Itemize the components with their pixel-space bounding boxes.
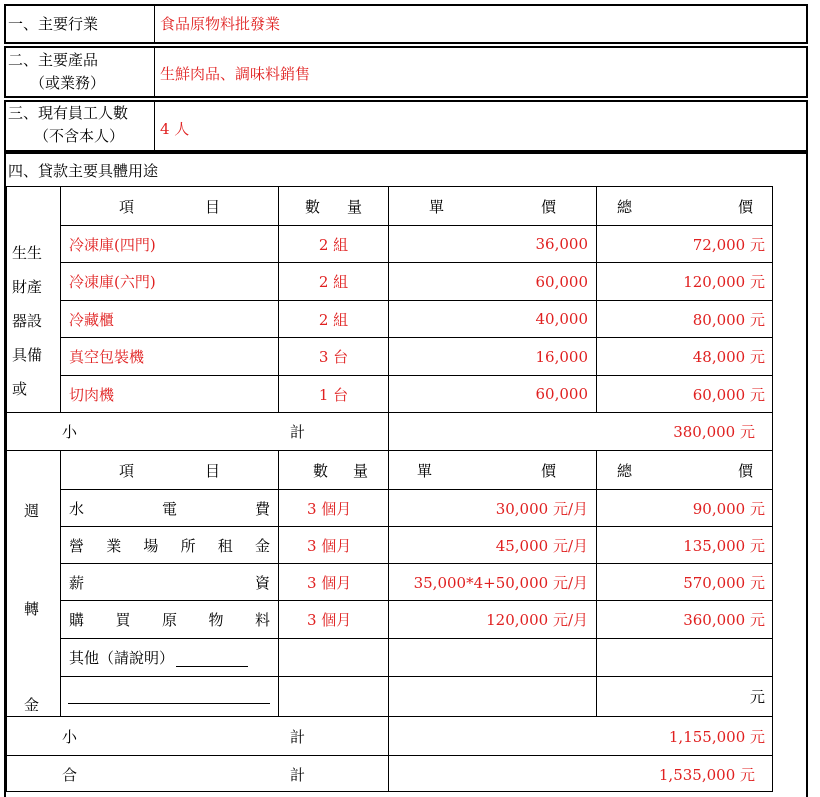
staff-value: 4 人 — [160, 120, 190, 138]
equipment-subtotal-right: 計 — [290, 423, 306, 441]
equipment-unit-price: 60,000 — [535, 272, 588, 291]
equipment-total: 120,000 元 — [683, 273, 765, 291]
capital-subtotal-right: 計 — [290, 727, 306, 746]
equipment-unit-price: 40,000 — [535, 310, 588, 328]
equipment-total: 72,000 元 — [692, 235, 765, 254]
header-item: 項 目 — [119, 197, 220, 216]
capital-item-name: 營 業 場 所 租 金 — [69, 536, 270, 555]
equipment-subtotal-left: 小 — [62, 423, 78, 441]
equipment-side-label: 生生 財產 器設 具備 或 — [12, 244, 43, 398]
capital-qty: 3 個月 — [307, 536, 352, 555]
equipment-qty: 2 組 — [318, 235, 349, 254]
capital-qty: 3 個月 — [307, 573, 352, 592]
equipment-unit-price: 16,000 — [535, 347, 588, 366]
other-blank-line[interactable] — [176, 648, 248, 667]
header-total-price: 總 價 — [617, 461, 753, 480]
row-product — [4, 46, 808, 98]
equipment-name: 冷凍庫(六門) — [69, 273, 156, 291]
other-blank-line-2[interactable] — [68, 703, 270, 704]
equipment-qty: 2 組 — [318, 273, 349, 291]
capital-total: 90,000 元 — [692, 499, 765, 518]
industry-value: 食品原物料批發業 — [160, 15, 281, 33]
capital-subtotal-left: 小 — [62, 727, 78, 746]
header-unit-price: 單 價 — [429, 197, 556, 216]
equipment-name: 真空包裝機 — [69, 348, 145, 366]
product-label-line2: （或業務） — [30, 74, 106, 92]
row-industry — [4, 4, 808, 44]
grand-total-value: 1,535,000 元 — [658, 765, 755, 784]
grand-total-left: 合 — [62, 765, 78, 784]
product-value: 生鮮肉品、調味料銷售 — [160, 65, 311, 83]
other-label: 其他（請說明） — [61, 639, 278, 676]
equipment-name: 切肉機 — [69, 385, 115, 404]
capital-unit-price: 120,000 元/月 — [486, 611, 588, 629]
capital-item-name: 薪 資 — [69, 573, 270, 592]
equipment-unit-price: 36,000 — [535, 235, 588, 253]
capital-subtotal-value: 1,155,000 元 — [668, 727, 765, 746]
equipment-qty: 2 組 — [318, 310, 349, 329]
staff-label-line1: 三、現有員工人數 — [8, 104, 129, 122]
capital-total: 570,000 元 — [683, 573, 765, 592]
other-total-suffix: 元 — [749, 688, 765, 706]
capital-total: 360,000 元 — [683, 611, 765, 629]
staff-label-line2: （不含本人） — [34, 127, 125, 145]
header-unit-price: 單 價 — [417, 461, 556, 480]
loan-use-title: 四、貸款主要具體用途 — [8, 162, 159, 180]
capital-qty: 3 個月 — [307, 611, 352, 629]
product-label-line1: 二、主要產品 — [8, 51, 99, 69]
capital-unit-price: 45,000 元/月 — [495, 536, 588, 555]
equipment-subtotal-value: 380,000 元 — [673, 423, 755, 441]
capital-item-name: 水 電 費 — [69, 499, 270, 518]
header-qty: 數 量 — [305, 197, 362, 216]
equipment-qty: 3 台 — [318, 348, 349, 366]
equipment-name: 冷凍庫(四門) — [69, 235, 156, 254]
capital-unit-price: 30,000 元/月 — [495, 499, 588, 518]
equipment-qty: 1 台 — [318, 385, 349, 404]
equipment-total: 60,000 元 — [692, 385, 765, 404]
header-item: 項 目 — [119, 461, 220, 480]
industry-label: 一、主要行業 — [8, 15, 99, 33]
capital-total: 135,000 元 — [683, 536, 765, 555]
capital-qty: 3 個月 — [307, 499, 352, 518]
capital-item-name: 購 買 原 物 料 — [69, 611, 270, 629]
working-capital-label-1: 週 — [24, 502, 40, 520]
grand-total-right: 計 — [290, 765, 306, 784]
equipment-unit-price: 60,000 — [535, 385, 588, 403]
equipment-total: 80,000 元 — [692, 310, 765, 329]
header-total-price: 總 價 — [617, 197, 753, 216]
header-qty: 數 量 — [313, 461, 368, 480]
equipment-name: 冷藏櫃 — [69, 310, 115, 329]
equipment-total: 48,000 元 — [692, 348, 765, 366]
working-capital-label-3: 金 — [24, 696, 40, 714]
working-capital-label-2: 轉 — [24, 600, 40, 618]
capital-unit-price: 35,000*4+50,000 元/月 — [413, 573, 588, 592]
